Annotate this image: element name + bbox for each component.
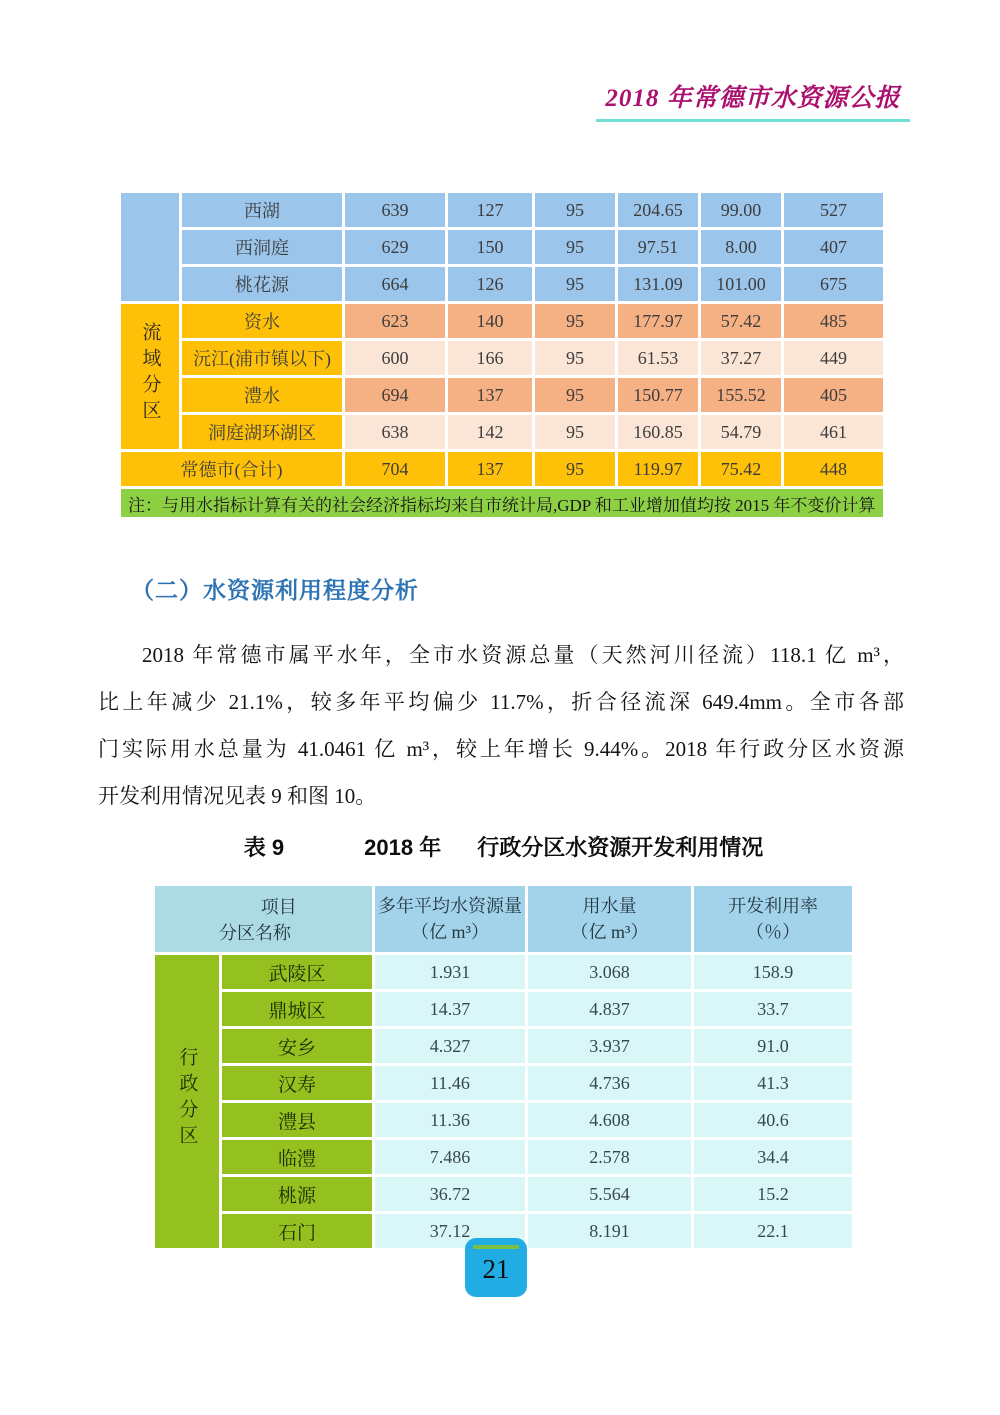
table-cell: 127 (448, 193, 532, 227)
row-label-cell: 石门 (222, 1214, 372, 1248)
table-cell: 99.00 (701, 193, 781, 227)
table-row (121, 415, 883, 449)
total-row-label-cell: 常德市(合计) (121, 452, 342, 486)
table9-caption (152, 831, 855, 862)
table-cell: 95 (535, 452, 615, 486)
table-cell: 14.37 (375, 992, 525, 1026)
table-cell: 119.97 (618, 452, 698, 486)
table-cell: 137 (448, 378, 532, 412)
table-cell: 40.6 (694, 1103, 852, 1137)
table-cell: 638 (345, 415, 445, 449)
row-label-cell: 西洞庭 (182, 230, 342, 264)
table-cell: 15.2 (694, 1177, 852, 1211)
table-cell: 623 (345, 304, 445, 338)
table-cell: 150.77 (618, 378, 698, 412)
corner-header-top: 项目 (260, 897, 297, 917)
table-cell: 704 (345, 452, 445, 486)
table-cell: 158.9 (694, 955, 852, 989)
page-number-badge (465, 1238, 527, 1297)
table-cell: 95 (535, 304, 615, 338)
corner-header-bottom: 分区名称 (219, 923, 291, 943)
table-row (155, 1177, 852, 1211)
basin-group-label: 流域分区 (139, 322, 161, 426)
row-label-cell: 汉寿 (222, 1066, 372, 1100)
table-cell: 37.27 (701, 341, 781, 375)
table-cell: 177.97 (618, 304, 698, 338)
empty-group-cell (121, 193, 179, 301)
table-cell: 11.46 (375, 1066, 525, 1100)
row-label-cell: 临澧 (222, 1140, 372, 1174)
table-cell: 95 (535, 415, 615, 449)
table-cell: 140 (448, 304, 532, 338)
table-cell: 527 (784, 193, 883, 227)
admin-division-table (152, 883, 855, 1251)
table-cell: 8.191 (528, 1214, 691, 1248)
row-label-cell: 澧县 (222, 1103, 372, 1137)
table-cell: 1.931 (375, 955, 525, 989)
table-row (121, 267, 883, 301)
corner-header-cell (155, 886, 372, 952)
table-cell: 150 (448, 230, 532, 264)
table-cell: 75.42 (701, 452, 781, 486)
table-cell: 600 (345, 341, 445, 375)
table-note: 注：与用水指标计算有关的社会经济指标均来自市统计局,GDP 和工业增加值均按 2015 年不变价计算 (121, 489, 883, 517)
row-label-cell: 澧水 (182, 378, 342, 412)
table-cell: 37.12 (375, 1214, 525, 1248)
column-header-line1: 多年平均水资源量 (378, 896, 522, 916)
table-row (155, 1066, 852, 1100)
table-cell: 97.51 (618, 230, 698, 264)
table-cell: 664 (345, 267, 445, 301)
row-label-cell: 鼎城区 (222, 992, 372, 1026)
row-label-cell: 桃花源 (182, 267, 342, 301)
table-row (121, 230, 883, 264)
table-cell: 160.85 (618, 415, 698, 449)
table-cell: 166 (448, 341, 532, 375)
table-cell: 204.65 (618, 193, 698, 227)
table-cell: 11.36 (375, 1103, 525, 1137)
table-cell: 126 (448, 267, 532, 301)
table-cell: 4.327 (375, 1029, 525, 1063)
page-badge-bar (473, 1245, 519, 1249)
table9-caption-year: 2018 年 (364, 835, 442, 860)
row-label-cell: 武陵区 (222, 955, 372, 989)
table-cell: 95 (535, 378, 615, 412)
column-header-unit: （亿 m³） (411, 922, 489, 942)
table-cell: 3.937 (528, 1029, 691, 1063)
table-row (155, 1140, 852, 1174)
column-header-line1: 用水量 (582, 896, 637, 916)
table-cell: 448 (784, 452, 883, 486)
table-cell: 95 (535, 193, 615, 227)
table-cell: 91.0 (694, 1029, 852, 1063)
table-cell: 407 (784, 230, 883, 264)
table-cell: 405 (784, 378, 883, 412)
section-heading: （二）水资源利用程度分析 (131, 578, 419, 603)
table-cell: 54.79 (701, 415, 781, 449)
table-cell: 461 (784, 415, 883, 449)
table-cell: 95 (535, 230, 615, 264)
page-number: 21 (482, 1254, 510, 1284)
table-cell: 95 (535, 267, 615, 301)
table-cell: 95 (535, 341, 615, 375)
paragraph-line: 开发利用情况见表 9 和图 10。 (98, 784, 377, 808)
table-row (155, 992, 852, 1026)
table-cell: 33.7 (694, 992, 852, 1026)
table-row (121, 304, 883, 338)
table-row (155, 955, 852, 989)
table-cell: 629 (345, 230, 445, 264)
table-row (121, 378, 883, 412)
row-label-cell: 西湖 (182, 193, 342, 227)
document-header-title: 2018 年常德市水资源公报 (596, 78, 910, 122)
table-cell: 4.608 (528, 1103, 691, 1137)
row-label-cell: 桃源 (222, 1177, 372, 1211)
table-cell: 41.3 (694, 1066, 852, 1100)
column-header (528, 886, 691, 952)
column-header (375, 886, 525, 952)
water-indicator-table (118, 190, 886, 520)
table-row (121, 452, 883, 486)
table-cell: 155.52 (701, 378, 781, 412)
column-header (694, 886, 852, 952)
paragraph-line: 门实际用水总量为 41.0461 亿 m³，较上年增长 9.44%。2018 年行政分区水资源 (98, 737, 904, 761)
table-cell: 22.1 (694, 1214, 852, 1248)
paragraph-line: 2018 年常德市属平水年，全市水资源总量（天然河川径流）118.1 亿 m³， (142, 643, 904, 667)
table-cell: 694 (345, 378, 445, 412)
table-row (121, 489, 883, 517)
table-cell: 2.578 (528, 1140, 691, 1174)
row-label-cell: 洞庭湖环湖区 (182, 415, 342, 449)
table-cell: 639 (345, 193, 445, 227)
table-cell: 4.736 (528, 1066, 691, 1100)
admin-group-label: 行政分区 (176, 1047, 198, 1151)
table-cell: 61.53 (618, 341, 698, 375)
table-cell: 34.4 (694, 1140, 852, 1174)
column-header-unit: （％） (746, 922, 800, 942)
basin-group-label-cell (121, 304, 179, 449)
table-cell: 137 (448, 452, 532, 486)
table-cell: 675 (784, 267, 883, 301)
body-paragraph (98, 632, 904, 820)
table-cell: 8.00 (701, 230, 781, 264)
table-cell: 449 (784, 341, 883, 375)
table-row (155, 1029, 852, 1063)
table-cell: 101.00 (701, 267, 781, 301)
table-cell: 5.564 (528, 1177, 691, 1211)
table-row (121, 341, 883, 375)
table-cell: 142 (448, 415, 532, 449)
table-cell: 131.09 (618, 267, 698, 301)
table-cell: 3.068 (528, 955, 691, 989)
table-row (121, 193, 883, 227)
column-header-unit: （亿 m³） (570, 922, 649, 942)
table-cell: 485 (784, 304, 883, 338)
table-cell: 7.486 (375, 1140, 525, 1174)
table9-caption-text: 行政分区水资源开发利用情况 (477, 835, 764, 860)
table-row (155, 1103, 852, 1137)
table-cell: 36.72 (375, 1177, 525, 1211)
paragraph-line: 比上年减少 21.1%，较多年平均偏少 11.7%，折合径流深 649.4mm。全市各部 (98, 690, 904, 714)
table-cell: 57.42 (701, 304, 781, 338)
table9-caption-label: 表 9 (243, 835, 285, 860)
row-label-cell: 安乡 (222, 1029, 372, 1063)
table-header-row (155, 886, 852, 952)
table-cell: 4.837 (528, 992, 691, 1026)
row-label-cell: 沅江(浦市镇以下) (182, 341, 342, 375)
column-header-line1: 开发利用率 (728, 896, 818, 916)
admin-group-label-cell (155, 955, 219, 1248)
row-label-cell: 资水 (182, 304, 342, 338)
